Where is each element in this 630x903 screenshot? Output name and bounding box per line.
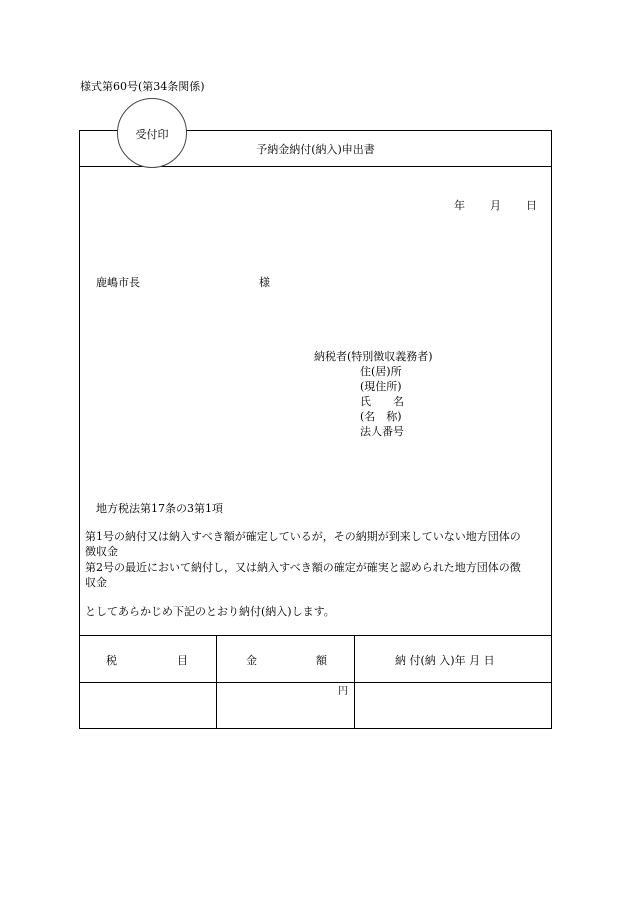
clause-1-line-2: 徴収金 (85, 545, 118, 558)
clause-2-line-2: 収金 (85, 576, 107, 589)
yen-unit-label: 円 (338, 686, 348, 697)
taxpayer-heading: 納税者(特別徴収義務者) (314, 350, 433, 363)
date-year-label: 年 (454, 199, 465, 212)
honorific: 様 (259, 276, 270, 289)
amount-header-char-2: 額 (316, 654, 327, 667)
addressee: 鹿嶋市長 (96, 276, 140, 289)
form-title: 予納金納付(納入)申出書 (256, 143, 375, 156)
form-frame (79, 130, 552, 729)
closing-statement: としてあらかじめ下記のとおり納付(納入)します。 (85, 605, 335, 618)
payment-date-header: 納 付(納 入)年 月 日 (395, 654, 495, 667)
table-top-border (79, 635, 552, 636)
form-number-label: 様式第60号(第34条関係) (80, 80, 205, 93)
amount-header-char-1: 金 (246, 654, 257, 667)
entity-name-label: (名 称) (360, 410, 402, 423)
corporate-number-label: 法人番号 (360, 425, 404, 438)
receipt-stamp-label: 受付印 (135, 128, 169, 141)
name-label: 氏 名 (360, 395, 404, 408)
current-address-label: (現住所) (360, 380, 402, 393)
table-column-divider (216, 635, 217, 729)
table-column-divider (354, 635, 355, 729)
clause-1-line-1: 第1号の納付又は納入すべき額が確定しているが，その納期が到来していない地方団体の (85, 530, 521, 543)
law-reference: 地方税法第17条の3第1項 (96, 502, 223, 515)
date-month-label: 月 (490, 199, 501, 212)
date-day-label: 日 (526, 199, 537, 212)
receipt-stamp-circle (117, 98, 187, 168)
table-header-divider (79, 682, 552, 683)
tax-item-header-char-2: 目 (177, 654, 188, 667)
clause-2-line-1: 第2号の最近において納付し，又は納入すべき額の確定が確実と認められた地方団体の徴 (85, 561, 521, 574)
address-label: 住(居)所 (360, 365, 402, 378)
tax-item-header-char-1: 税 (106, 654, 117, 667)
